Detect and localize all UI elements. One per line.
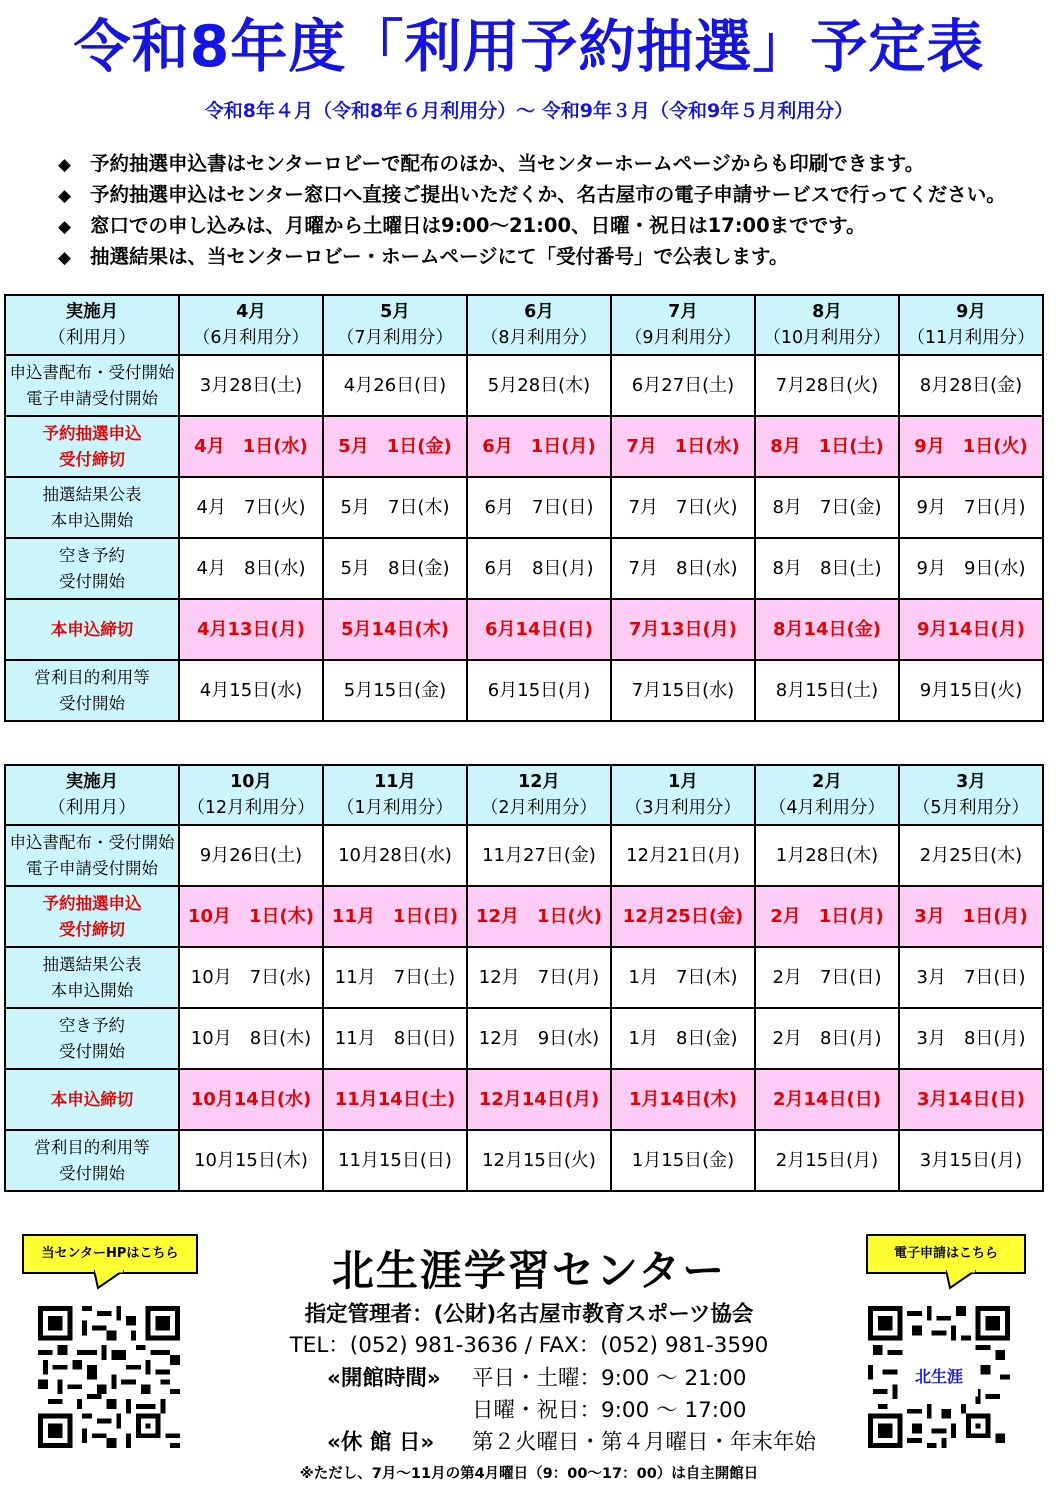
date-cell: 11月 1日(日): [323, 886, 467, 947]
date-cell: 4月26日(日): [323, 355, 467, 416]
page-subtitle: 令和8年４月（令和8年６月利用分）～ 令和9年３月（令和9年５月利用分）: [204, 100, 854, 122]
month-header: 3月 （5月利用分）: [899, 765, 1043, 825]
note-item: ◆ 窓口での申し込みは、月曜から土曜日は9:00～21:00、日曜・祝日は17:00までです。: [58, 210, 1038, 241]
table-row-vacancy: [5, 538, 1043, 599]
date-cell: 10月 1日(木): [179, 886, 323, 947]
month-header: 11月 （1月利用分）: [323, 765, 467, 825]
diamond-bullet-icon: ◆: [58, 217, 72, 237]
hours-label: «開館時間»: [327, 1366, 441, 1391]
center-name: 北生涯学習センター: [331, 1246, 727, 1295]
date-cell: 5月14日(木): [323, 599, 467, 660]
date-cell: 11月 8日(日): [323, 1008, 467, 1069]
date-cell: 5月 8日(金): [323, 538, 467, 599]
date-cell: 2月15日(月): [755, 1130, 899, 1191]
table-row-results: [5, 477, 1043, 538]
date-cell: 9月15日(火): [899, 660, 1043, 721]
date-cell: 2月 8日(月): [755, 1008, 899, 1069]
date-cell: 11月14日(土): [323, 1069, 467, 1130]
month-header: 1月 （3月利用分）: [611, 765, 755, 825]
date-cell: 6月 8日(月): [467, 538, 611, 599]
date-cell: 5月 7日(木): [323, 477, 467, 538]
row-label: 予約抽選申込 受付締切: [5, 886, 179, 947]
date-cell: 11月15日(日): [323, 1130, 467, 1191]
table-row-commercial: [5, 660, 1043, 721]
date-cell: 10月 7日(水): [179, 947, 323, 1008]
date-cell: 4月 1日(水): [179, 416, 323, 477]
date-cell: 7月13日(月): [611, 599, 755, 660]
schedule-table-apr-sep: [4, 294, 1044, 722]
date-cell: 8月14日(金): [755, 599, 899, 660]
hp-callout: 当センターHPはこちら: [22, 1234, 198, 1274]
date-cell: 9月14日(月): [899, 599, 1043, 660]
date-cell: 7月 7日(火): [611, 477, 755, 538]
row-label: 本申込締切: [5, 1069, 179, 1130]
month-header: 6月 （8月利用分）: [467, 295, 611, 355]
date-cell: 10月28日(水): [323, 825, 467, 886]
row-label: 空き予約 受付開始: [5, 1008, 179, 1069]
date-cell: 4月 8日(水): [179, 538, 323, 599]
hours-weekday: 平日・土曜：9:00 ～ 21:00: [472, 1366, 747, 1391]
closed-label: «休 館 日»: [327, 1430, 435, 1455]
date-cell: 7月15日(水): [611, 660, 755, 721]
month-header: 7月 （9月利用分）: [611, 295, 755, 355]
date-cell: 9月 9日(水): [899, 538, 1043, 599]
date-cell: 6月14日(日): [467, 599, 611, 660]
date-cell: 8月 7日(金): [755, 477, 899, 538]
date-cell: 7月 1日(水): [611, 416, 755, 477]
date-cell: 12月25日(金): [611, 886, 755, 947]
month-header: 8月 （10月利用分）: [755, 295, 899, 355]
diamond-bullet-icon: ◆: [58, 155, 72, 175]
month-header: 12月 （2月利用分）: [467, 765, 611, 825]
date-cell: 9月 1日(火): [899, 416, 1043, 477]
row-label: 申込書配布・受付開始 電子申請受付開始: [5, 825, 179, 886]
manager-line: 指定管理者：(公財)名古屋市教育スポーツ協会: [304, 1302, 754, 1327]
date-cell: 8月 1日(土): [755, 416, 899, 477]
month-header: 9月 （11月利用分）: [899, 295, 1043, 355]
row-label: 本申込締切: [5, 599, 179, 660]
date-cell: 5月28日(木): [467, 355, 611, 416]
note-item: ◆ 予約抽選申込はセンター窓口へ直接ご提出いただくか、名古屋市の電子申請サービスで行ってください。: [58, 179, 1038, 210]
date-cell: 2月 7日(日): [755, 947, 899, 1008]
date-cell: 1月15日(金): [611, 1130, 755, 1191]
table-row-final-deadline: [5, 599, 1043, 660]
month-header: 4月 （6月利用分）: [179, 295, 323, 355]
date-cell: 12月21日(月): [611, 825, 755, 886]
date-cell: 6月15日(月): [467, 660, 611, 721]
diamond-bullet-icon: ◆: [58, 186, 72, 206]
date-cell: 4月 7日(火): [179, 477, 323, 538]
date-cell: 1月 7日(木): [611, 947, 755, 1008]
date-cell: 10月14日(水): [179, 1069, 323, 1130]
note-item: ◆ 予約抽選申込書はセンターロビーで配布のほか、当センターホームページからも印刷できます。: [58, 148, 1038, 179]
date-cell: 5月 1日(金): [323, 416, 467, 477]
date-cell: 12月14日(月): [467, 1069, 611, 1130]
date-cell: 6月27日(土): [611, 355, 755, 416]
page-title: 令和8年度「利用予約抽選」予定表: [73, 14, 985, 80]
closed-days: 第２火曜日・第４月曜日・年末年始: [472, 1430, 817, 1455]
date-cell: 8月15日(土): [755, 660, 899, 721]
contact-line: TEL：(052) 981-3636 / FAX：(052) 981-3590: [289, 1333, 769, 1358]
date-cell: 3月 8日(月): [899, 1008, 1043, 1069]
date-cell: 11月27日(金): [467, 825, 611, 886]
table-row-vacancy: [5, 1008, 1043, 1069]
eapp-callout: 電子申請はこちら: [866, 1234, 1026, 1274]
date-cell: 3月15日(月): [899, 1130, 1043, 1191]
table-row-commercial: [5, 1130, 1043, 1191]
date-cell: 6月 1日(月): [467, 416, 611, 477]
row-label: 営利目的利用等 受付開始: [5, 660, 179, 721]
date-cell: 3月 7日(日): [899, 947, 1043, 1008]
row-label: 営利目的利用等 受付開始: [5, 1130, 179, 1191]
date-cell: 12月15日(火): [467, 1130, 611, 1191]
diamond-bullet-icon: ◆: [58, 248, 72, 268]
row-label: 申込書配布・受付開始 電子申請受付開始: [5, 355, 179, 416]
row-label: 抽選結果公表 本申込開始: [5, 947, 179, 1008]
header-label: 実施月 （利用月）: [5, 765, 179, 825]
date-cell: 2月25日(木): [899, 825, 1043, 886]
date-cell: 12月 7日(月): [467, 947, 611, 1008]
date-cell: 2月 1日(月): [755, 886, 899, 947]
header-label: 実施月 （利用月）: [5, 295, 179, 355]
table-row-distribution: [5, 355, 1043, 416]
row-label: 空き予約 受付開始: [5, 538, 179, 599]
date-cell: 4月15日(水): [179, 660, 323, 721]
table-row-final-deadline: [5, 1069, 1043, 1130]
footnote: ※ただし、7月～11月の第4月曜日（9：00～17：00）は自主開館日: [299, 1466, 759, 1482]
qr-overlay-label: 北生涯: [914, 1367, 963, 1386]
month-header: 5月 （7月利用分）: [323, 295, 467, 355]
date-cell: 12月 9日(水): [467, 1008, 611, 1069]
date-cell: 10月15日(木): [179, 1130, 323, 1191]
date-cell: 1月 8日(金): [611, 1008, 755, 1069]
date-cell: 9月 7日(月): [899, 477, 1043, 538]
table-row-lottery-deadline: [5, 886, 1043, 947]
date-cell: 2月14日(日): [755, 1069, 899, 1130]
date-cell: 5月15日(金): [323, 660, 467, 721]
table-row-distribution: [5, 825, 1043, 886]
date-cell: 1月28日(木): [755, 825, 899, 886]
date-cell: 7月 8日(水): [611, 538, 755, 599]
date-cell: 10月 8日(木): [179, 1008, 323, 1069]
table-row-lottery-deadline: [5, 416, 1043, 477]
date-cell: 11月 7日(土): [323, 947, 467, 1008]
date-cell: 3月14日(日): [899, 1069, 1043, 1130]
date-cell: 6月 7日(日): [467, 477, 611, 538]
table-row-results: [5, 947, 1043, 1008]
date-cell: 9月26日(土): [179, 825, 323, 886]
date-cell: 3月 1日(月): [899, 886, 1043, 947]
row-label: 予約抽選申込 受付締切: [5, 416, 179, 477]
date-cell: 8月28日(金): [899, 355, 1043, 416]
date-cell: 8月 8日(土): [755, 538, 899, 599]
month-header: 2月 （4月利用分）: [755, 765, 899, 825]
schedule-table-oct-mar: [4, 764, 1044, 1192]
date-cell: 12月 1日(火): [467, 886, 611, 947]
date-cell: 3月28日(土): [179, 355, 323, 416]
hours-holiday: 日曜・祝日：9:00 ～ 17:00: [472, 1398, 747, 1423]
note-item: ◆ 抽選結果は、当センターロビー・ホームページにて「受付番号」で公表します。: [58, 241, 1038, 272]
month-header: 10月 （12月利用分）: [179, 765, 323, 825]
date-cell: 7月28日(火): [755, 355, 899, 416]
notes-list: [58, 148, 1038, 272]
table-header-row: [5, 295, 1043, 355]
row-label: 抽選結果公表 本申込開始: [5, 477, 179, 538]
date-cell: 1月14日(木): [611, 1069, 755, 1130]
date-cell: 4月13日(月): [179, 599, 323, 660]
table-header-row: [5, 765, 1043, 825]
